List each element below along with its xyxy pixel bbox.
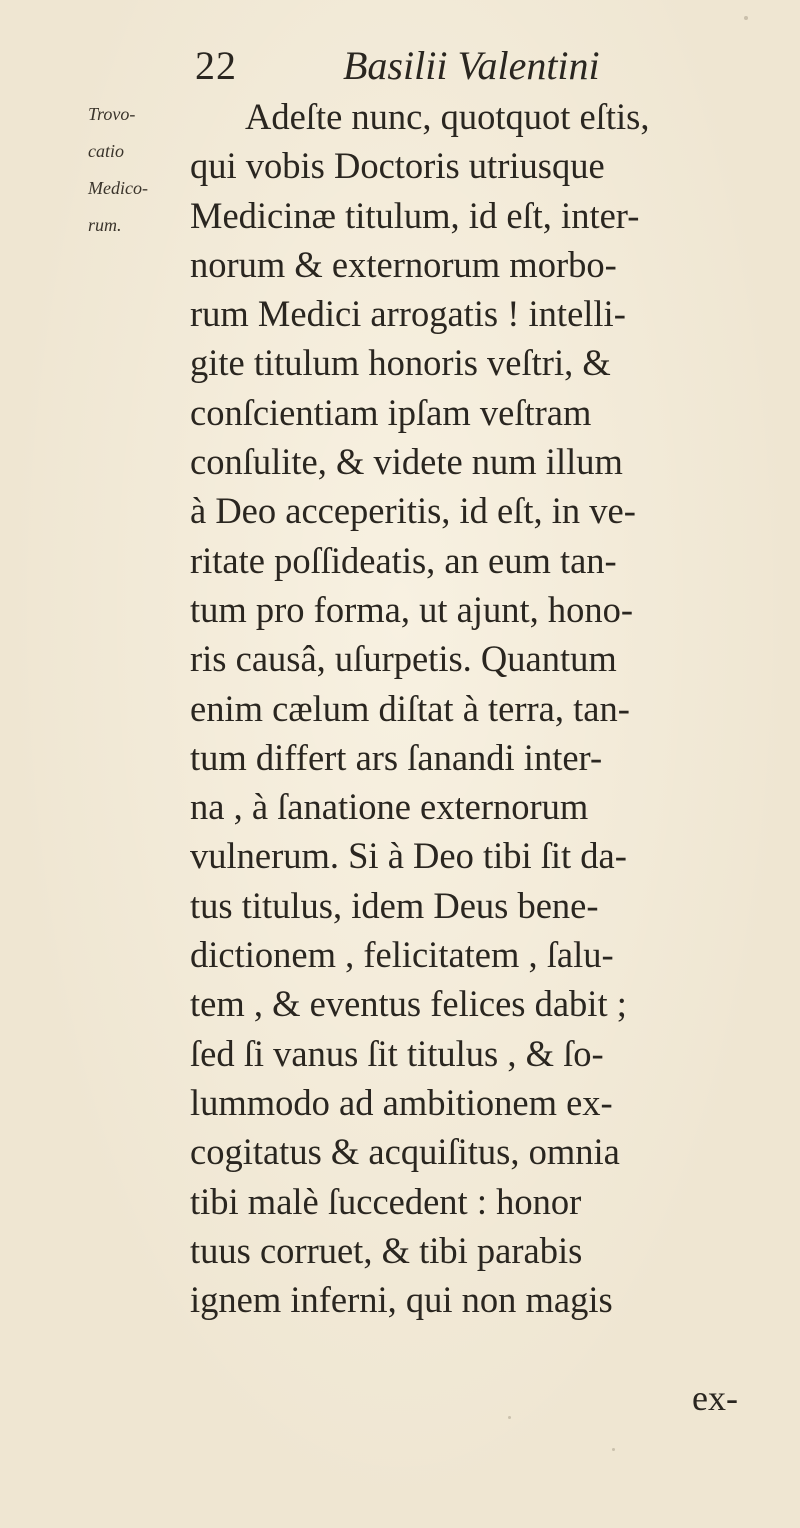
text-line: à Deo acceperitis, id eſt, in ve- — [190, 490, 636, 532]
catchword: ex- — [692, 1378, 738, 1418]
margin-note-line: catio — [88, 141, 124, 161]
text-line: cogitatus & acquiſitus, omnia — [190, 1131, 620, 1173]
text-line: ris causâ, uſurpetis. Quantum — [190, 638, 617, 680]
margin-note-line: rum. — [88, 215, 122, 235]
text-line: norum & externorum morbo- — [190, 243, 617, 285]
paper-speck — [612, 1448, 615, 1451]
margin-note-line: Trovo- — [88, 104, 136, 124]
body-text — [190, 92, 780, 1324]
text-line: conſcientiam ipſam veſtram — [190, 391, 592, 433]
paper-speck — [744, 16, 748, 20]
paper-speck — [508, 1416, 511, 1419]
text-line: Medicinæ titulum, id eſt, inter- — [190, 194, 640, 236]
text-line: na , à ſanatione externorum — [190, 786, 589, 828]
text-line: tuus corruet, & tibi parabis — [190, 1229, 583, 1271]
text-line: ritate poſſideatis, an eum tan- — [190, 539, 617, 581]
text-line: ignem inferni, qui non magis — [190, 1279, 613, 1321]
text-line: tem , & eventus felices dabit ; — [190, 983, 627, 1025]
running-title: Basilii Valentini — [343, 43, 600, 88]
text-line: conſulite, & videte num illum — [190, 441, 623, 483]
text-line: vulnerum. Si à Deo tibi ſit da- — [190, 835, 627, 877]
text-line: Adeſte nunc, quotquot eſtis, — [245, 96, 650, 137]
margin-note-line: Medico- — [88, 178, 148, 198]
text-line: rum Medici arrogatis ! intelli- — [190, 293, 626, 335]
text-line: lummodo ad ambitionem ex- — [190, 1081, 613, 1123]
text-line: tus titulus, idem Deus bene- — [190, 884, 599, 926]
running-head — [195, 38, 715, 94]
text-line: enim cælum diſtat à terra, tan- — [190, 687, 630, 729]
text-line: tum differt ars ſanandi inter- — [190, 736, 603, 778]
text-line: ſed ſi vanus ſit titulus , & ſo- — [190, 1032, 604, 1074]
page-number: 22 — [195, 43, 237, 88]
text-line: dictionem , felicitatem , ſalu- — [190, 934, 614, 976]
text-line: tum pro forma, ut ajunt, hono- — [190, 588, 633, 630]
text-line: gite titulum honoris veſtri, & — [190, 342, 611, 384]
margin-note — [88, 96, 188, 244]
text-line: tibi malè ſuccedent : honor — [190, 1180, 582, 1222]
text-line: qui vobis Doctoris utriusque — [190, 145, 605, 187]
